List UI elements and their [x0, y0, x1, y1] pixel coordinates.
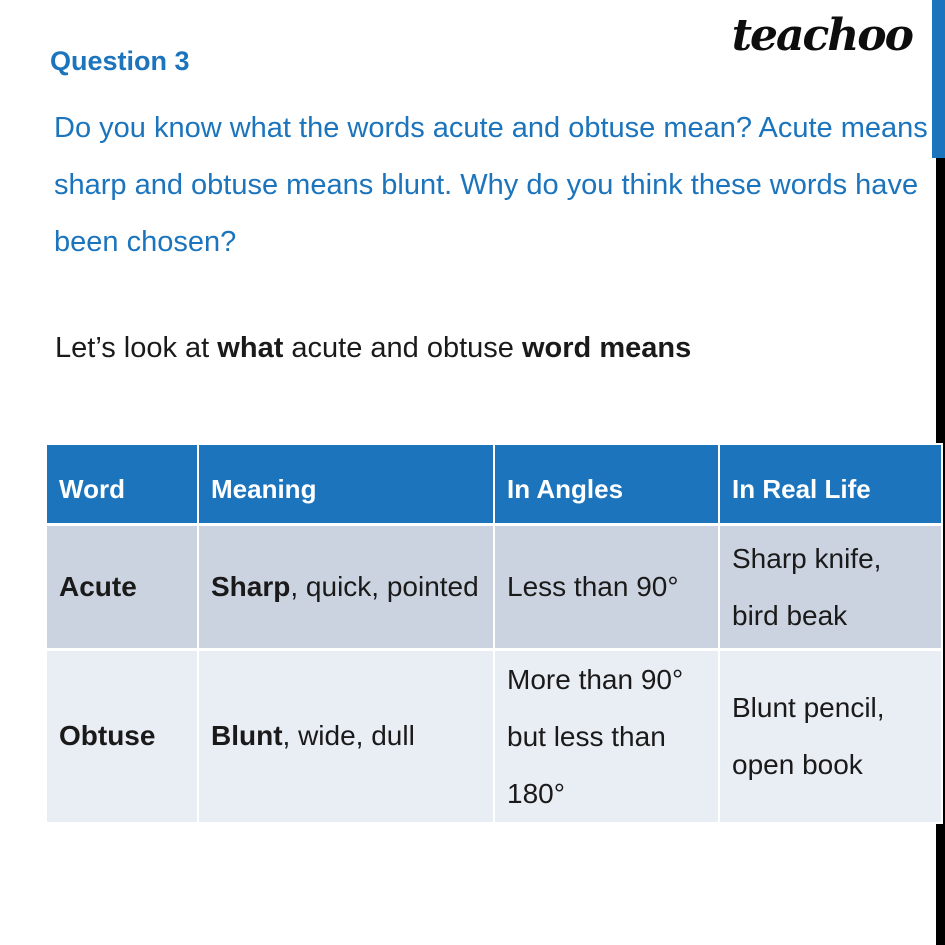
meaning-cell — [198, 649, 494, 823]
subtitle-segment-4: word means — [522, 332, 692, 364]
word-cell: Obtuse — [46, 649, 198, 823]
subtitle-segment-3: acute and obtuse — [283, 332, 522, 364]
question-paragraph — [54, 100, 928, 271]
header-cell-in-real-life: In Real Life — [719, 444, 942, 524]
question-line-1: Do you know what the words acute and obtuse mean? Acute means — [54, 112, 928, 144]
in-angles-cell — [494, 649, 719, 823]
page-title: Question 3 — [50, 46, 190, 76]
real-life-line: open book — [732, 749, 863, 780]
angles-line: Less than 90° — [507, 571, 679, 602]
word-cell: Acute — [46, 524, 198, 649]
table-header-row — [46, 444, 942, 524]
subtitle-segment-1: Let’s look at — [55, 332, 218, 364]
meaning-rest: , quick, pointed — [290, 570, 479, 602]
in-real-life-cell — [719, 524, 942, 649]
real-life-line: bird beak — [732, 599, 848, 631]
question-line-3: been chosen? — [54, 226, 237, 258]
angles-line: but less than — [507, 720, 666, 752]
table-row-obtuse — [46, 649, 942, 823]
meaning-rest: , wide, dull — [282, 720, 415, 751]
right-accent-bar-blue — [932, 0, 945, 158]
in-real-life-cell — [719, 649, 942, 823]
angles-line: More than 90° — [507, 663, 684, 695]
header-cell-meaning: Meaning — [198, 444, 494, 524]
table-row-acute — [46, 524, 942, 649]
subtitle-segment-2: what — [217, 332, 284, 364]
real-life-line: Blunt pencil, — [732, 692, 885, 723]
question-line-2: sharp and obtuse means blunt. Why do you think these words have — [54, 169, 919, 201]
header-cell-in-angles: In Angles — [494, 444, 719, 524]
header-cell-word: Word — [46, 444, 198, 524]
meaning-bold-word: Blunt — [211, 720, 283, 751]
meaning-cell — [198, 524, 494, 649]
subtitle — [55, 320, 691, 377]
real-life-line: Sharp knife, — [732, 542, 882, 574]
brand-logo: teachoo — [731, 10, 912, 61]
in-angles-cell — [494, 524, 719, 649]
angles-line: 180° — [507, 777, 565, 809]
definitions-table — [45, 443, 943, 824]
meaning-bold-word: Sharp — [211, 570, 291, 602]
